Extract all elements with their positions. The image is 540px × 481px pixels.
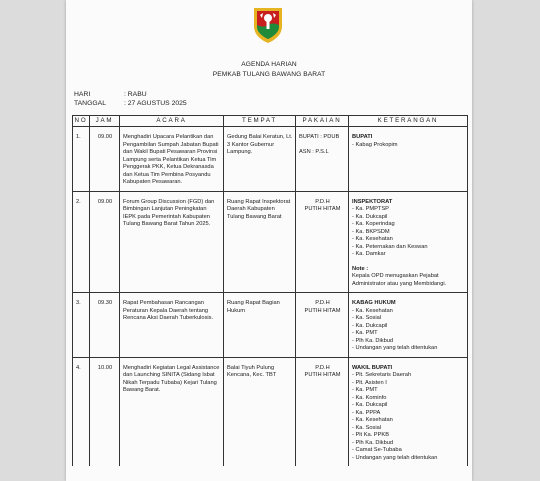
notes-item: - Ka. Kesehatan — [352, 307, 393, 314]
notes-item: - Plh Ka. Dikbud — [352, 337, 394, 344]
row-notes — [349, 357, 468, 466]
table-row — [73, 127, 468, 192]
row-place: Ruang Rapat Bagian Hukum — [224, 293, 296, 358]
document-title: AGENDA HARIAN — [241, 61, 297, 68]
notes-item: - Ka. Sosial — [352, 424, 382, 431]
row-event: Menghadiri Upacara Pelantikan dan Pengambilan Sumpah Jabatan Bupati dan Wakil Bupati Pesawaran Provinsi Lampung serta Pelantikan Ketua Tim Penggerak PKK, Ketua Dekranasda dan Ketua Tim Pembina Posyandu Kabupaten Pesawaran. — [120, 127, 224, 192]
notes-item: - Ka. Dukcapil — [352, 213, 388, 220]
row-no: 2. — [73, 191, 90, 293]
notes-item: - Plh Ka. Dikbud — [352, 439, 394, 446]
document-page — [66, 0, 472, 481]
notes-heading: INSPEKTORAT — [352, 198, 393, 205]
row-event: Rapat Pembahasan Rancangan Peraturan Kepala Daerah tentang Rencana Aksi Daerah Tuberkulosis. — [120, 293, 224, 358]
notes-item: - Camat Se-Tubaba — [352, 447, 402, 453]
row-place: Gedung Balai Keratun, Lt. 3 Kantor Gubernur Lampung. — [224, 127, 296, 192]
row-no: 4. — [73, 357, 90, 466]
notes-item: - Ka. Koperindag — [352, 221, 395, 227]
attire-line: PUTIH HITAM — [304, 206, 341, 212]
row-attire — [296, 191, 349, 293]
notes-item: - Ka. Kominfo — [352, 394, 387, 401]
row-notes — [349, 191, 468, 293]
row-time: 09.00 — [90, 191, 120, 293]
notes-item: - Plt. Asisten I — [352, 379, 387, 386]
notes-item: - Ka. Kesehatan — [352, 236, 393, 242]
notes-item: - Ka. Kesehatan — [352, 417, 393, 423]
row-no: 3. — [73, 293, 90, 358]
row-time: 10.00 — [90, 357, 120, 466]
notes-heading: WAKIL BUPATI — [352, 364, 393, 371]
row-attire — [296, 127, 349, 192]
row-place: Ruang Rapat Inspektorat Daerah Kabupaten Tulang Bawang Barat — [224, 191, 296, 293]
notes-item: - Undangan yang telah ditentukan — [352, 454, 438, 461]
notes-heading: BUPATI — [352, 134, 373, 140]
row-no: 1. — [73, 127, 90, 192]
day-line — [74, 91, 147, 98]
col-header-tempat: TEMPAT — [224, 116, 296, 127]
row-attire — [296, 357, 349, 466]
attire-line: PUTIH HITAM — [304, 372, 341, 378]
attire-line: P.D.H — [315, 198, 330, 205]
notes-item: - Ka. PPPA — [352, 409, 381, 416]
notes-heading: KABAG HUKUM — [352, 300, 396, 306]
col-header-pakaian: PAKAIAN — [296, 116, 349, 127]
row-time: 09.30 — [90, 293, 120, 358]
table-row — [73, 293, 468, 358]
col-header-jam: JAM — [90, 116, 120, 127]
row-notes — [349, 127, 468, 192]
day-label: HARI — [74, 91, 91, 98]
date-value: : 27 AGUSTUS 2025 — [124, 100, 187, 107]
notes-item: - Ka. Peternakan dan Keswan — [352, 243, 428, 250]
notes-item: - Ka. BKPSDM — [352, 228, 390, 235]
row-time: 09.00 — [90, 127, 120, 192]
row-attire — [296, 293, 349, 358]
row-event: Forum Group Discussion (FGD) dan Bimbingan Lanjutan Peningkatan IEPK pada Pemerintah Kabupaten Tulang Bawang Barat Tahun 2025. — [120, 191, 224, 293]
notes-item: - Ka. PMPTSP — [352, 206, 389, 212]
date-label: TANGGAL — [74, 100, 106, 107]
notes-item: - Ka. PMT — [352, 330, 378, 336]
attire-line: P.D.H — [315, 364, 330, 371]
notes-item: - Ka. Damkar — [352, 251, 386, 257]
agenda-table — [72, 115, 468, 466]
row-notes — [349, 293, 468, 358]
row-event: Menghadiri Kegiatan Legal Assistance dan Launching SINITA (Sidang Isbat Nikah Terpadu Tubaba) Kejari Tulang Bawang Barat. — [120, 357, 224, 466]
col-header-acara: ACARA — [120, 116, 224, 127]
notes-item: - Ka. Dukcapil — [352, 322, 388, 329]
table-row — [73, 191, 468, 293]
notes-item: - Plt. Sekretaris Daerah — [352, 372, 412, 378]
attire-line: P.D.H — [315, 300, 330, 306]
row-place: Balai Tiyuh Pulung Kencana, Kec. TBT — [224, 357, 296, 466]
note-text: Kepala OPD menugaskan Pejabat Administrator atau yang Membidangi. — [352, 273, 447, 287]
regency-logo — [251, 6, 285, 44]
notes-item: - Ka. Dukcapil — [352, 402, 388, 408]
notes-item: - Plt Ka. PPKB — [352, 432, 389, 438]
attire-line: BUPATI : PDUB — [299, 134, 340, 140]
notes-item: - Undangan yang telah ditentukan — [352, 345, 438, 351]
document-subtitle: PEMKAB TULANG BAWANG BARAT — [212, 71, 326, 78]
notes-item: - Ka. PMT — [352, 387, 378, 393]
notes-item: - Kabag Prokopim — [352, 141, 398, 148]
col-header-no: NO — [73, 116, 90, 127]
date-line — [74, 100, 187, 107]
table-header-row — [73, 116, 468, 127]
attire-line: PUTIH HITAM — [304, 307, 341, 314]
attire-line: ASN : P.S.L — [299, 149, 329, 155]
col-header-keterangan: KETERANGAN — [349, 116, 468, 127]
note-heading: Note : — [352, 265, 369, 272]
day-value: : RABU — [124, 91, 147, 98]
notes-item: - Ka. Sosial — [352, 315, 382, 321]
table-row — [73, 357, 468, 466]
